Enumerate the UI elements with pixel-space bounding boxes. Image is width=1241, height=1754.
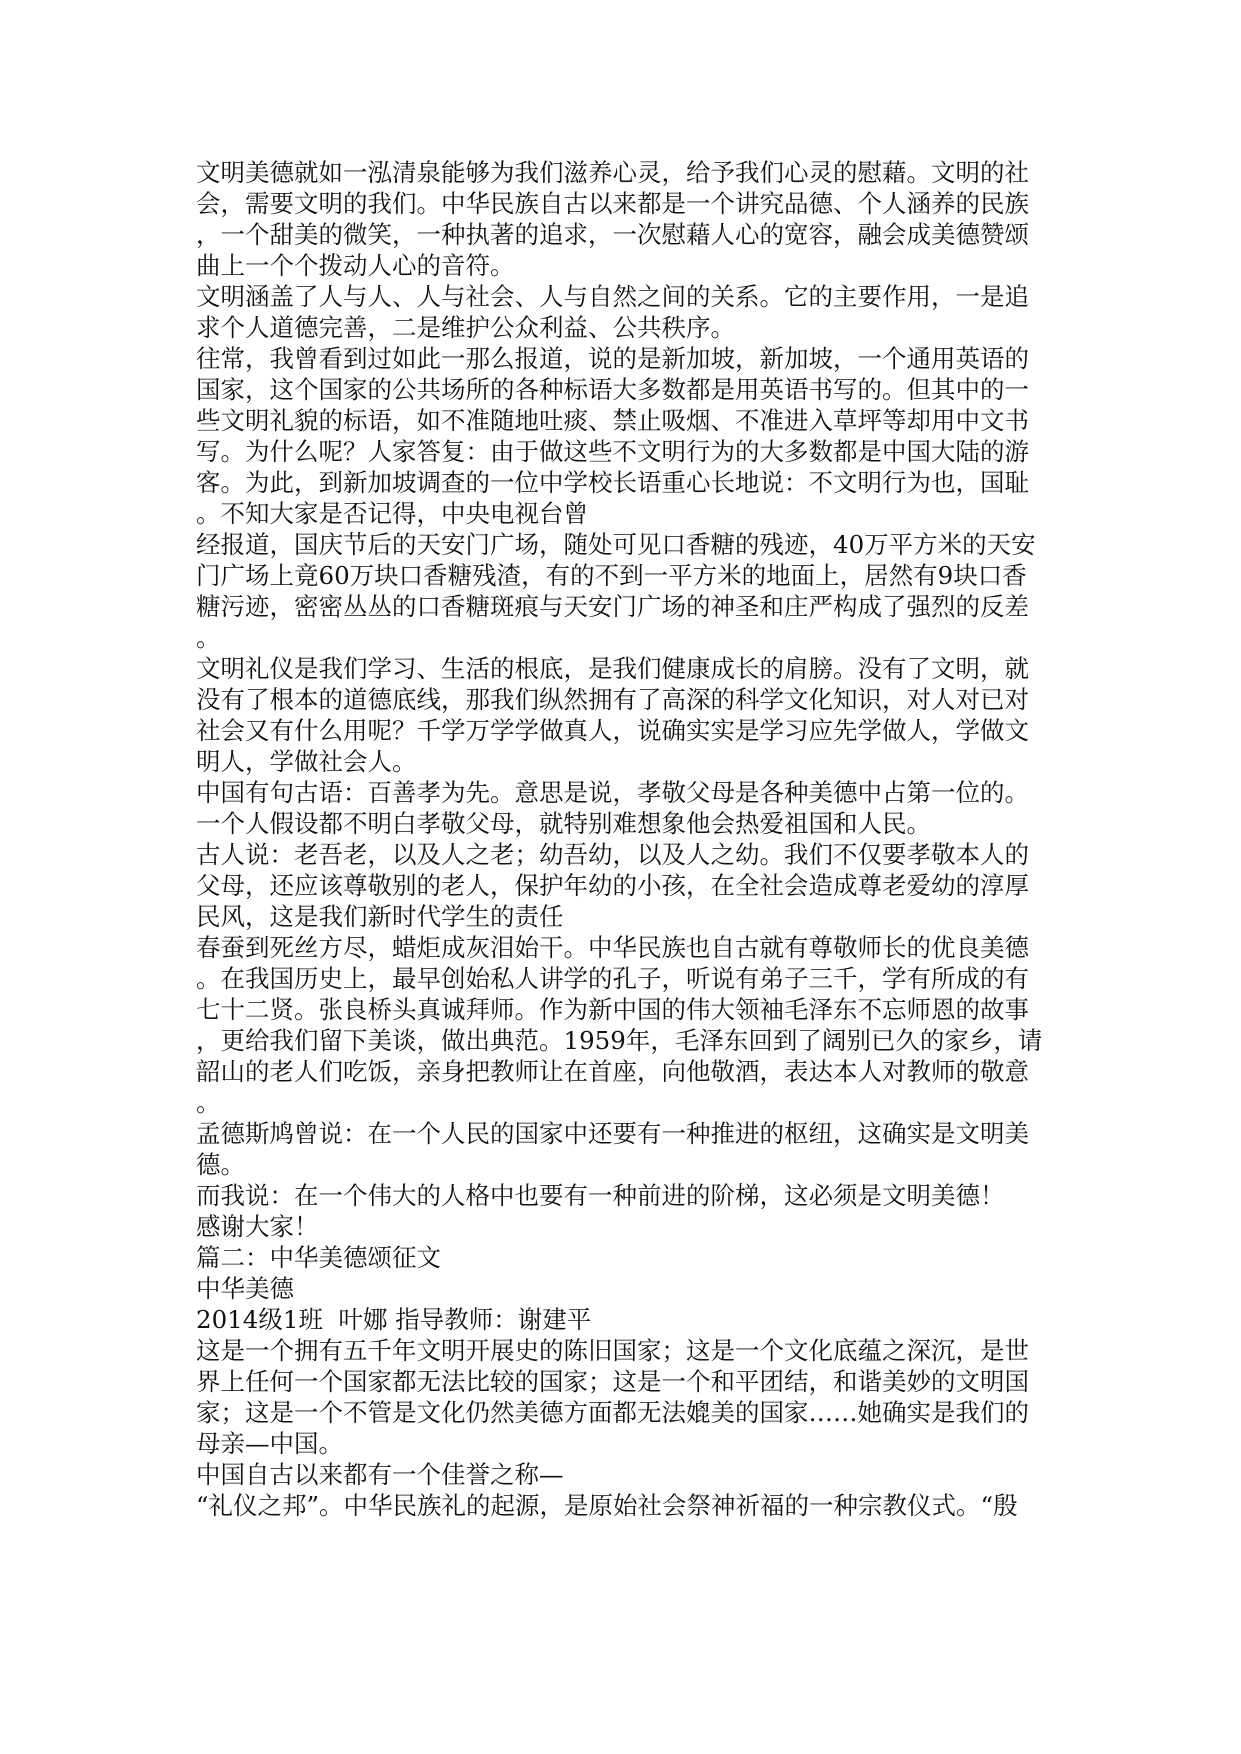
text-line: 七十二贤。张良桥头真诚拜师。作为新中国的伟大领袖毛泽东不忘师恩的故事	[196, 995, 1029, 1024]
text-line: 明人，学做社会人。	[196, 747, 417, 776]
text-line: 。	[196, 1088, 221, 1117]
document-body	[196, 157, 1054, 1521]
text-line: “礼仪之邦”。中华民族礼的起源，是原始社会祭神祈福的一种宗教仪式。“殷	[196, 1491, 1018, 1520]
text-line: 一个人假设都不明白孝敬父母，就特别难想象他会热爱祖国和人民。	[196, 809, 931, 838]
text-line: 国家，这个国家的公共场所的各种标语大多数都是用英语书写的。但其中的一	[196, 375, 1029, 404]
text-line: 社会又有什么用呢？千学万学学做真人，说确实实是学习应先学做人，学做文	[196, 716, 1029, 745]
text-line: 篇二：中华美德颂征文	[196, 1243, 441, 1272]
text-line: 中国自古以来都有一个佳誉之称—	[196, 1460, 564, 1489]
text-line: 。不知大家是否记得，中央电视台曾	[196, 499, 588, 528]
text-line: 求个人道德完善，二是维护公众利益、公共秩序。	[196, 313, 735, 342]
text-line: 孟德斯鸠曾说：在一个人民的国家中还要有一种推进的枢纽，这确实是文明美	[196, 1119, 1029, 1148]
text-line: 。	[196, 623, 221, 652]
text-line: 2014级1班 叶娜 指导教师：谢建平	[196, 1305, 592, 1334]
text-line: 往常，我曾看到过如此一那么报道，说的是新加坡，新加坡，一个通用英语的	[196, 344, 1029, 373]
text-line: 经报道，国庆节后的天安门广场，随处可见口香糖的残迹，40万平方米的天安	[196, 530, 1036, 559]
text-line: 客。为此，到新加坡调查的一位中学校长语重心长地说：不文明行为也，国耻	[196, 468, 1029, 497]
text-line: 古人说：老吾老，以及人之老；幼吾幼，以及人之幼。我们不仅要孝敬本人的	[196, 840, 1029, 869]
text-line: 中华美德	[196, 1274, 294, 1303]
text-line: 德。	[196, 1150, 245, 1179]
text-line: 民风，这是我们新时代学生的责任	[196, 902, 564, 931]
text-line: 。在我国历史上，最早创始私人讲学的孔子，听说有弟子三千，学有所成的有	[196, 964, 1029, 993]
text-line: 文明礼仪是我们学习、生活的根底，是我们健康成长的肩膀。没有了文明，就	[196, 654, 1029, 683]
text-line: 门广场上竟60万块口香糖残渣，有的不到一平方米的地面上，居然有9块口香	[196, 561, 1027, 590]
text-line: 曲上一个个拨动人心的音符。	[196, 251, 515, 280]
text-line: ，更给我们留下美谈，做出典范。1959年，毛泽东回到了阔别已久的家乡，请	[196, 1026, 1043, 1055]
text-line: 父母，还应该尊敬别的老人，保护年幼的小孩，在全社会造成尊老爱幼的淳厚	[196, 871, 1029, 900]
text-line: 些文明礼貌的标语，如不准随地吐痰、禁止吸烟、不准进入草坪等却用中文书	[196, 406, 1029, 435]
text-line: 家；这是一个不管是文化仍然美德方面都无法媲美的国家……她确实是我们的	[196, 1398, 1029, 1427]
text-line: 文明涵盖了人与人、人与社会、人与自然之间的关系。它的主要作用，一是追	[196, 282, 1029, 311]
text-line: 中国有句古语：百善孝为先。意思是说，孝敬父母是各种美德中占第一位的。	[196, 778, 1029, 807]
text-line: 而我说：在一个伟大的人格中也要有一种前进的阶梯，这必须是文明美德！	[196, 1181, 1005, 1210]
text-line: 春蚕到死丝方尽，蜡炬成灰泪始干。中华民族也自古就有尊敬师长的优良美德	[196, 933, 1029, 962]
text-line: 写。为什么呢？人家答复：由于做这些不文明行为的大多数都是中国大陆的游	[196, 437, 1029, 466]
text-line: 会，需要文明的我们。中华民族自古以来都是一个讲究品德、个人涵养的民族	[196, 189, 1029, 218]
text-line: 这是一个拥有五千年文明开展史的陈旧国家；这是一个文化底蕴之深沉，是世	[196, 1336, 1029, 1365]
text-line: 母亲—中国。	[196, 1429, 343, 1458]
text-line: 没有了根本的道德底线，那我们纵然拥有了高深的科学文化知识，对人对已对	[196, 685, 1029, 714]
text-line: 文明美德就如一泓清泉能够为我们滋养心灵，给予我们心灵的慰藉。文明的社	[196, 158, 1029, 187]
text-line: 感谢大家！	[196, 1212, 319, 1241]
text-line: 韶山的老人们吃饭，亲身把教师让在首座，向他敬酒，表达本人对教师的敬意	[196, 1057, 1029, 1086]
text-line: ，一个甜美的微笑，一种执著的追求，一次慰藉人心的宽容，融会成美德赞颂	[196, 220, 1029, 249]
text-line: 界上任何一个国家都无法比较的国家；这是一个和平团结，和谐美妙的文明国	[196, 1367, 1029, 1396]
text-line: 糖污迹，密密丛丛的口香糖斑痕与天安门广场的神圣和庄严构成了强烈的反差	[196, 592, 1029, 621]
